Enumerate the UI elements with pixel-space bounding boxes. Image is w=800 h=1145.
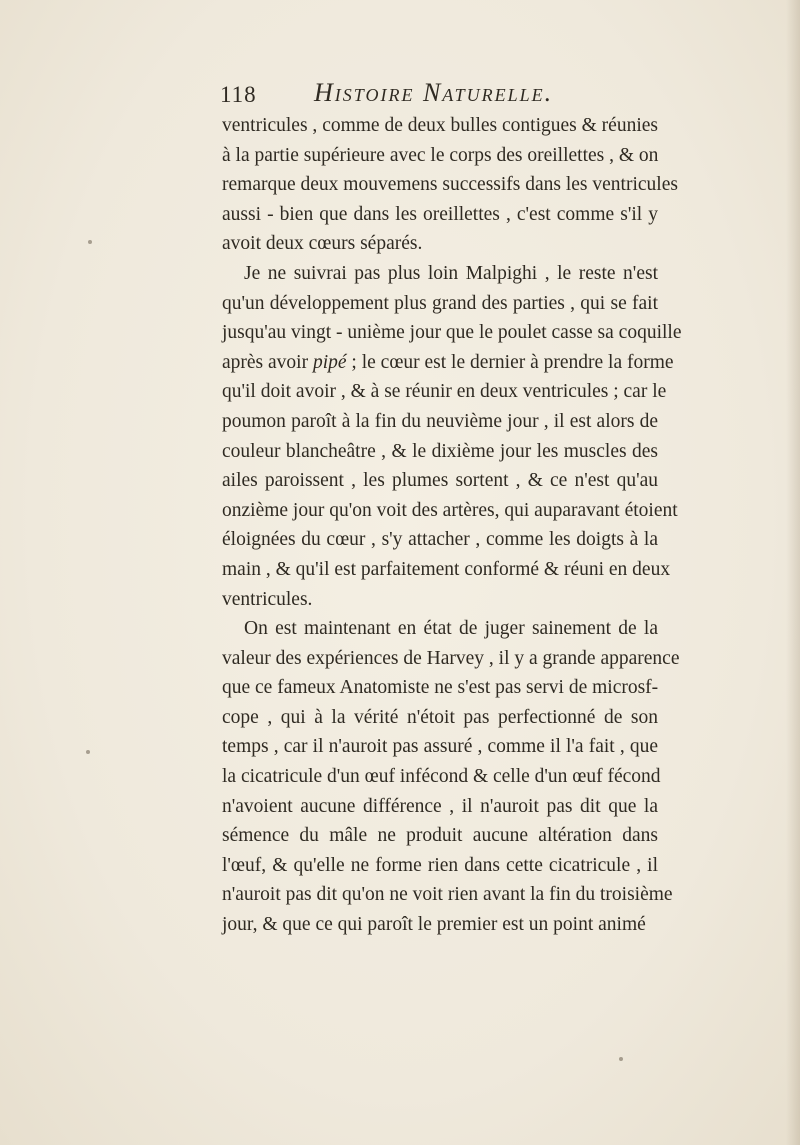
italic-word: pipé [312,351,347,373]
text-line: à la partie supérieure avec le corps des oreillettes , & on [222,144,659,166]
text-line: que ce fameux Anatomiste ne s'est pas servi de microsf- [222,677,659,699]
text-line: couleur blancheâtre , & le dixième jour les muscles des [222,440,658,462]
ink-speck [619,1057,623,1061]
text-line: qu'un développement plus grand des parties , qui se fait [222,292,658,314]
text-line: n'avoient aucune différence , il n'auroit pas dit que la [222,795,658,817]
text-line: qu'il doit avoir , & à se réunir en deux ventricules ; car le [222,381,667,403]
text-line: éloignées du cœur , s'y attacher , comme les doigts à la [222,529,658,551]
text-line: après avoir pipé ; le cœur est le dernier à prendre la forme [222,351,674,373]
running-head [220,78,660,112]
text-line: la cicatricule d'un œuf infécond & celle d'un œuf fécond [222,766,661,788]
text-line: Je ne suivrai pas plus loin Malpighi , le reste n'est [244,262,658,284]
page-edge-shadow [786,0,800,1145]
text-line: jour, & que ce qui paroît le premier est un point animé [222,914,646,936]
text-line: ventricules. [222,588,313,610]
ink-speck [86,750,90,754]
text-line: valeur des expériences de Harvey , il y a grande apparence [222,647,680,669]
text-line: remarque deux mouvemens successifs dans les ventricules [222,174,678,196]
text-line: sémence du mâle ne produit aucune altération dans [222,825,658,847]
text-line: avoit deux cœurs séparés. [222,233,423,255]
body-text [222,111,682,940]
text-line: cope , qui à la vérité n'étoit pas perfectionné de son [222,706,658,728]
text-line: jusqu'au vingt - unième jour que le poulet casse sa coquille [222,322,682,344]
text-line: main , & qu'il est parfaitement conformé & réuni en deux [222,558,671,580]
text-line: temps , car il n'auroit pas assuré , comme il l'a fait , que [222,736,658,758]
text-line: poumon paroît à la fin du neuvième jour , il est alors de [222,410,658,432]
text-line: onzième jour qu'on voit des artères, qui auparavant étoient [222,499,678,521]
text-line: n'auroit pas dit qu'on ne voit rien avant la fin du troisième [222,884,673,906]
ink-speck [88,240,92,244]
page-number: 118 [220,82,257,107]
text-line: l'œuf, & qu'elle ne forme rien dans cette cicatricule , il [222,854,658,876]
text-line: aussi - bien que dans les oreillettes , c'est comme s'il y [222,203,658,225]
text-line: On est maintenant en état de juger sainement de la [244,618,658,640]
text-line: ventricules , comme de deux bulles contigues & réunies [222,115,658,136]
text-line: ailes paroissent , les plumes sortent , & ce n'est qu'au [222,470,658,492]
running-title: Histoire Naturelle. [314,78,554,107]
